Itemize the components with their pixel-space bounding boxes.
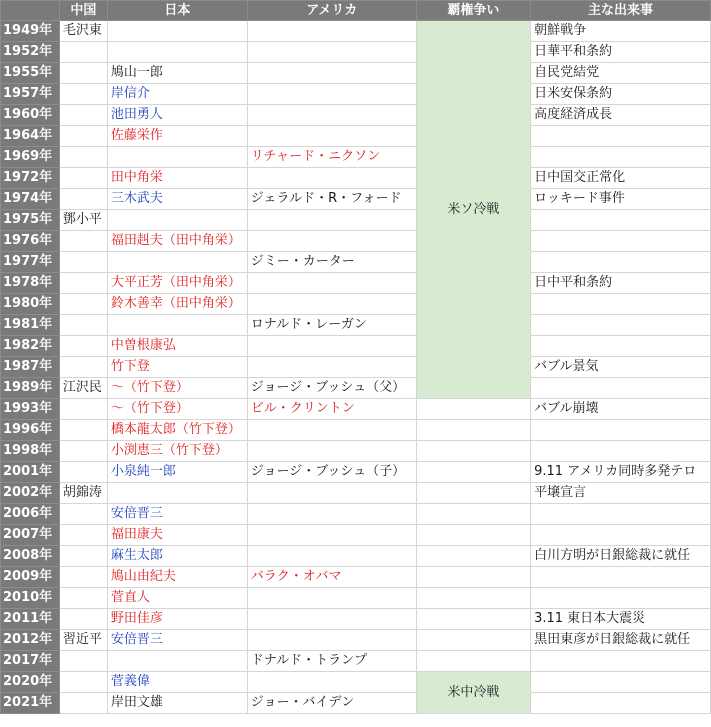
cell-hegemony[interactable] <box>416 651 530 672</box>
cell-event[interactable] <box>531 525 711 546</box>
row-year[interactable]: 2021年 <box>1 693 60 714</box>
header-events[interactable]: 主な出来事 <box>531 1 711 21</box>
header-corner[interactable] <box>1 1 60 21</box>
cell-japan[interactable]: 菅直人 <box>107 588 247 609</box>
table-row <box>1 693 711 714</box>
header-row <box>1 1 711 21</box>
cell-china[interactable] <box>59 105 107 126</box>
cell-event[interactable] <box>531 252 711 273</box>
row-year[interactable]: 1969年 <box>1 147 60 168</box>
cell-china[interactable] <box>59 441 107 462</box>
cell-japan[interactable]: 小渕恵三（竹下登） <box>107 441 247 462</box>
cell-china[interactable] <box>59 252 107 273</box>
row-year[interactable]: 2009年 <box>1 567 60 588</box>
table-row <box>1 672 711 693</box>
row-year[interactable]: 1949年 <box>1 21 60 42</box>
table-row <box>1 273 711 294</box>
cell-event[interactable] <box>531 294 711 315</box>
cell-event[interactable] <box>531 693 711 714</box>
cell-event[interactable] <box>531 651 711 672</box>
row-year[interactable]: 1989年 <box>1 378 60 399</box>
cell-china[interactable] <box>59 525 107 546</box>
cell-hegemony[interactable] <box>416 609 530 630</box>
cell-usa[interactable] <box>247 168 416 189</box>
cell-usa[interactable] <box>247 105 416 126</box>
cell-usa[interactable] <box>247 546 416 567</box>
cell-event[interactable]: 日華平和条約 <box>531 42 711 63</box>
era-cell[interactable]: 米ソ冷戦 <box>416 21 530 399</box>
row-year[interactable]: 2007年 <box>1 525 60 546</box>
row-year[interactable]: 1996年 <box>1 420 60 441</box>
cell-usa[interactable]: ジョージ・ブッシュ（子） <box>247 462 416 483</box>
table-row <box>1 315 711 336</box>
cell-event[interactable]: 平壌宣言 <box>531 483 711 504</box>
row-year[interactable]: 1957年 <box>1 84 60 105</box>
cell-japan[interactable]: 安倍晋三 <box>107 504 247 525</box>
cell-event[interactable] <box>531 504 711 525</box>
row-year[interactable]: 2001年 <box>1 462 60 483</box>
table-row <box>1 210 711 231</box>
table-row <box>1 21 711 42</box>
cell-usa[interactable]: ロナルド・レーガン <box>247 315 416 336</box>
table-row <box>1 147 711 168</box>
cell-japan[interactable] <box>107 483 247 504</box>
cell-event[interactable] <box>531 210 711 231</box>
table-row <box>1 126 711 147</box>
cell-china[interactable] <box>59 693 107 714</box>
cell-hegemony[interactable] <box>416 525 530 546</box>
cell-hegemony[interactable] <box>416 462 530 483</box>
cell-usa[interactable]: リチャード・ニクソン <box>247 147 416 168</box>
table-row <box>1 231 711 252</box>
cell-japan[interactable]: 池田勇人 <box>107 105 247 126</box>
row-year[interactable]: 2011年 <box>1 609 60 630</box>
table-row <box>1 105 711 126</box>
cell-japan[interactable]: 麻生太郎 <box>107 546 247 567</box>
cell-china[interactable] <box>59 231 107 252</box>
cell-usa[interactable] <box>247 210 416 231</box>
cell-japan[interactable]: 岸田文雄 <box>107 693 247 714</box>
table-row <box>1 609 711 630</box>
row-year[interactable]: 2002年 <box>1 483 60 504</box>
row-year[interactable]: 2008年 <box>1 546 60 567</box>
row-year[interactable]: 1974年 <box>1 189 60 210</box>
table-row <box>1 567 711 588</box>
cell-china[interactable] <box>59 147 107 168</box>
cell-japan[interactable]: ～（竹下登） <box>107 399 247 420</box>
cell-event[interactable] <box>531 336 711 357</box>
row-year[interactable]: 1955年 <box>1 63 60 84</box>
cell-event[interactable]: 朝鮮戦争 <box>531 21 711 42</box>
row-year[interactable]: 1960年 <box>1 105 60 126</box>
cell-china[interactable] <box>59 462 107 483</box>
cell-china[interactable] <box>59 189 107 210</box>
cell-china[interactable] <box>59 42 107 63</box>
cell-usa[interactable] <box>247 441 416 462</box>
cell-japan[interactable]: 鈴木善幸（田中角栄） <box>107 294 247 315</box>
cell-event[interactable] <box>531 567 711 588</box>
header-usa[interactable]: アメリカ <box>247 1 416 21</box>
cell-usa[interactable]: ジミー・カーター <box>247 252 416 273</box>
cell-japan[interactable]: ～（竹下登） <box>107 378 247 399</box>
cell-usa[interactable] <box>247 420 416 441</box>
cell-japan[interactable]: 中曽根康弘 <box>107 336 247 357</box>
cell-event[interactable]: 高度経済成長 <box>531 105 711 126</box>
cell-hegemony[interactable] <box>416 420 530 441</box>
cell-usa[interactable]: ジェラルド・R・フォード <box>247 189 416 210</box>
cell-japan[interactable]: 小泉純一郎 <box>107 462 247 483</box>
cell-china[interactable] <box>59 126 107 147</box>
cell-usa[interactable] <box>247 231 416 252</box>
cell-usa[interactable] <box>247 504 416 525</box>
cell-usa[interactable]: バラク・オバマ <box>247 567 416 588</box>
cell-china[interactable]: 胡錦涛 <box>59 483 107 504</box>
cell-event[interactable]: バブル崩壊 <box>531 399 711 420</box>
row-year[interactable]: 1952年 <box>1 42 60 63</box>
cell-japan[interactable] <box>107 210 247 231</box>
cell-japan[interactable] <box>107 252 247 273</box>
cell-china[interactable] <box>59 63 107 84</box>
cell-event[interactable]: 自民党結党 <box>531 63 711 84</box>
table-row <box>1 63 711 84</box>
cell-event[interactable] <box>531 378 711 399</box>
cell-japan[interactable]: 橋本龍太郎（竹下登） <box>107 420 247 441</box>
row-year[interactable]: 1978年 <box>1 273 60 294</box>
cell-usa[interactable] <box>247 336 416 357</box>
cell-event[interactable] <box>531 588 711 609</box>
table-row <box>1 252 711 273</box>
cell-usa[interactable]: ジョー・バイデン <box>247 693 416 714</box>
cell-japan[interactable]: 安倍晋三 <box>107 630 247 651</box>
cell-usa[interactable] <box>247 525 416 546</box>
cell-japan[interactable] <box>107 651 247 672</box>
cell-japan[interactable]: 三木武夫 <box>107 189 247 210</box>
table-row <box>1 588 711 609</box>
cell-event[interactable]: 日中国交正常化 <box>531 168 711 189</box>
cell-hegemony[interactable] <box>416 441 530 462</box>
row-year[interactable]: 1981年 <box>1 315 60 336</box>
cell-china[interactable] <box>59 294 107 315</box>
cell-event[interactable]: 3.11 東日本大震災 <box>531 609 711 630</box>
row-year[interactable]: 1964年 <box>1 126 60 147</box>
cell-event[interactable] <box>531 231 711 252</box>
cell-china[interactable] <box>59 504 107 525</box>
cell-event[interactable] <box>531 420 711 441</box>
row-year[interactable]: 1972年 <box>1 168 60 189</box>
cell-china[interactable] <box>59 336 107 357</box>
table-row <box>1 483 711 504</box>
cell-china[interactable] <box>59 546 107 567</box>
cell-china[interactable] <box>59 672 107 693</box>
table-row <box>1 504 711 525</box>
row-year[interactable]: 2006年 <box>1 504 60 525</box>
table-row <box>1 357 711 378</box>
cell-usa[interactable]: ジョージ・ブッシュ（父） <box>247 378 416 399</box>
cell-china[interactable] <box>59 567 107 588</box>
cell-usa[interactable] <box>247 273 416 294</box>
cell-usa[interactable] <box>247 84 416 105</box>
cell-hegemony[interactable] <box>416 567 530 588</box>
table-row <box>1 294 711 315</box>
cell-japan[interactable]: 鳩山由紀夫 <box>107 567 247 588</box>
header-japan[interactable]: 日本 <box>107 1 247 21</box>
cell-hegemony[interactable] <box>416 504 530 525</box>
cell-event[interactable]: バブル景気 <box>531 357 711 378</box>
row-year[interactable]: 1998年 <box>1 441 60 462</box>
cell-event[interactable] <box>531 147 711 168</box>
table-row <box>1 399 711 420</box>
cell-event[interactable]: 白川方明が日銀総裁に就任 <box>531 546 711 567</box>
cell-usa[interactable] <box>247 483 416 504</box>
row-year[interactable]: 1993年 <box>1 399 60 420</box>
cell-china[interactable] <box>59 357 107 378</box>
cell-usa[interactable]: ビル・クリントン <box>247 399 416 420</box>
cell-event[interactable]: 日中平和条約 <box>531 273 711 294</box>
table-row <box>1 630 711 651</box>
row-year[interactable]: 2010年 <box>1 588 60 609</box>
row-year[interactable]: 1982年 <box>1 336 60 357</box>
cell-japan[interactable]: 菅義偉 <box>107 672 247 693</box>
era-cell[interactable]: 米中冷戦 <box>416 672 530 714</box>
cell-usa[interactable] <box>247 63 416 84</box>
cell-china[interactable]: 毛沢東 <box>59 21 107 42</box>
row-year[interactable]: 1977年 <box>1 252 60 273</box>
cell-usa[interactable] <box>247 126 416 147</box>
table-row <box>1 189 711 210</box>
cell-usa[interactable] <box>247 357 416 378</box>
row-year[interactable]: 1980年 <box>1 294 60 315</box>
table-row <box>1 462 711 483</box>
cell-japan[interactable]: 岸信介 <box>107 84 247 105</box>
table-row <box>1 525 711 546</box>
row-year[interactable]: 1975年 <box>1 210 60 231</box>
cell-china[interactable] <box>59 420 107 441</box>
row-year[interactable]: 1987年 <box>1 357 60 378</box>
cell-usa[interactable] <box>247 42 416 63</box>
cell-china[interactable] <box>59 273 107 294</box>
cell-usa[interactable] <box>247 672 416 693</box>
cell-event[interactable]: ロッキード事件 <box>531 189 711 210</box>
cell-usa[interactable] <box>247 21 416 42</box>
cell-china[interactable] <box>59 399 107 420</box>
header-hegemony[interactable]: 覇権争い <box>416 1 530 21</box>
cell-usa[interactable] <box>247 294 416 315</box>
table-row <box>1 378 711 399</box>
cell-usa[interactable]: ドナルド・トランプ <box>247 651 416 672</box>
table-row <box>1 420 711 441</box>
cell-event[interactable] <box>531 672 711 693</box>
cell-japan[interactable]: 福田康夫 <box>107 525 247 546</box>
table-row <box>1 651 711 672</box>
cell-usa[interactable] <box>247 630 416 651</box>
cell-hegemony[interactable] <box>416 483 530 504</box>
cell-china[interactable] <box>59 168 107 189</box>
cell-japan[interactable]: 田中角栄 <box>107 168 247 189</box>
cell-event[interactable] <box>531 441 711 462</box>
cell-hegemony[interactable] <box>416 399 530 420</box>
cell-usa[interactable] <box>247 588 416 609</box>
cell-japan[interactable]: 福田赳夫（田中角栄） <box>107 231 247 252</box>
cell-japan[interactable]: 佐藤栄作 <box>107 126 247 147</box>
cell-event[interactable]: 黒田東彦が日銀総裁に就任 <box>531 630 711 651</box>
cell-event[interactable]: 日米安保条約 <box>531 84 711 105</box>
row-year[interactable]: 1976年 <box>1 231 60 252</box>
cell-japan[interactable]: 大平正芳（田中角栄） <box>107 273 247 294</box>
row-year[interactable]: 2020年 <box>1 672 60 693</box>
table-row <box>1 336 711 357</box>
cell-japan[interactable] <box>107 42 247 63</box>
cell-japan[interactable]: 竹下登 <box>107 357 247 378</box>
cell-china[interactable] <box>59 588 107 609</box>
cell-event[interactable] <box>531 126 711 147</box>
cell-event[interactable] <box>531 315 711 336</box>
table-row <box>1 168 711 189</box>
cell-usa[interactable] <box>247 609 416 630</box>
header-china[interactable]: 中国 <box>59 1 107 21</box>
cell-china[interactable]: 習近平 <box>59 630 107 651</box>
cell-japan[interactable] <box>107 315 247 336</box>
cell-hegemony[interactable] <box>416 546 530 567</box>
table-row <box>1 42 711 63</box>
cell-china[interactable]: 江沢民 <box>59 378 107 399</box>
row-year[interactable]: 2017年 <box>1 651 60 672</box>
row-year[interactable]: 2012年 <box>1 630 60 651</box>
cell-japan[interactable] <box>107 21 247 42</box>
cell-china[interactable]: 鄧小平 <box>59 210 107 231</box>
cell-japan[interactable]: 野田佳彦 <box>107 609 247 630</box>
cell-japan[interactable]: 鳩山一郎 <box>107 63 247 84</box>
table-row <box>1 441 711 462</box>
cell-hegemony[interactable] <box>416 588 530 609</box>
cell-china[interactable] <box>59 609 107 630</box>
table-row <box>1 84 711 105</box>
table-row <box>1 546 711 567</box>
cell-event[interactable]: 9.11 アメリカ同時多発テロ <box>531 462 711 483</box>
cell-hegemony[interactable] <box>416 630 530 651</box>
cell-japan[interactable] <box>107 147 247 168</box>
cell-china[interactable] <box>59 84 107 105</box>
cell-china[interactable] <box>59 651 107 672</box>
cell-china[interactable] <box>59 315 107 336</box>
